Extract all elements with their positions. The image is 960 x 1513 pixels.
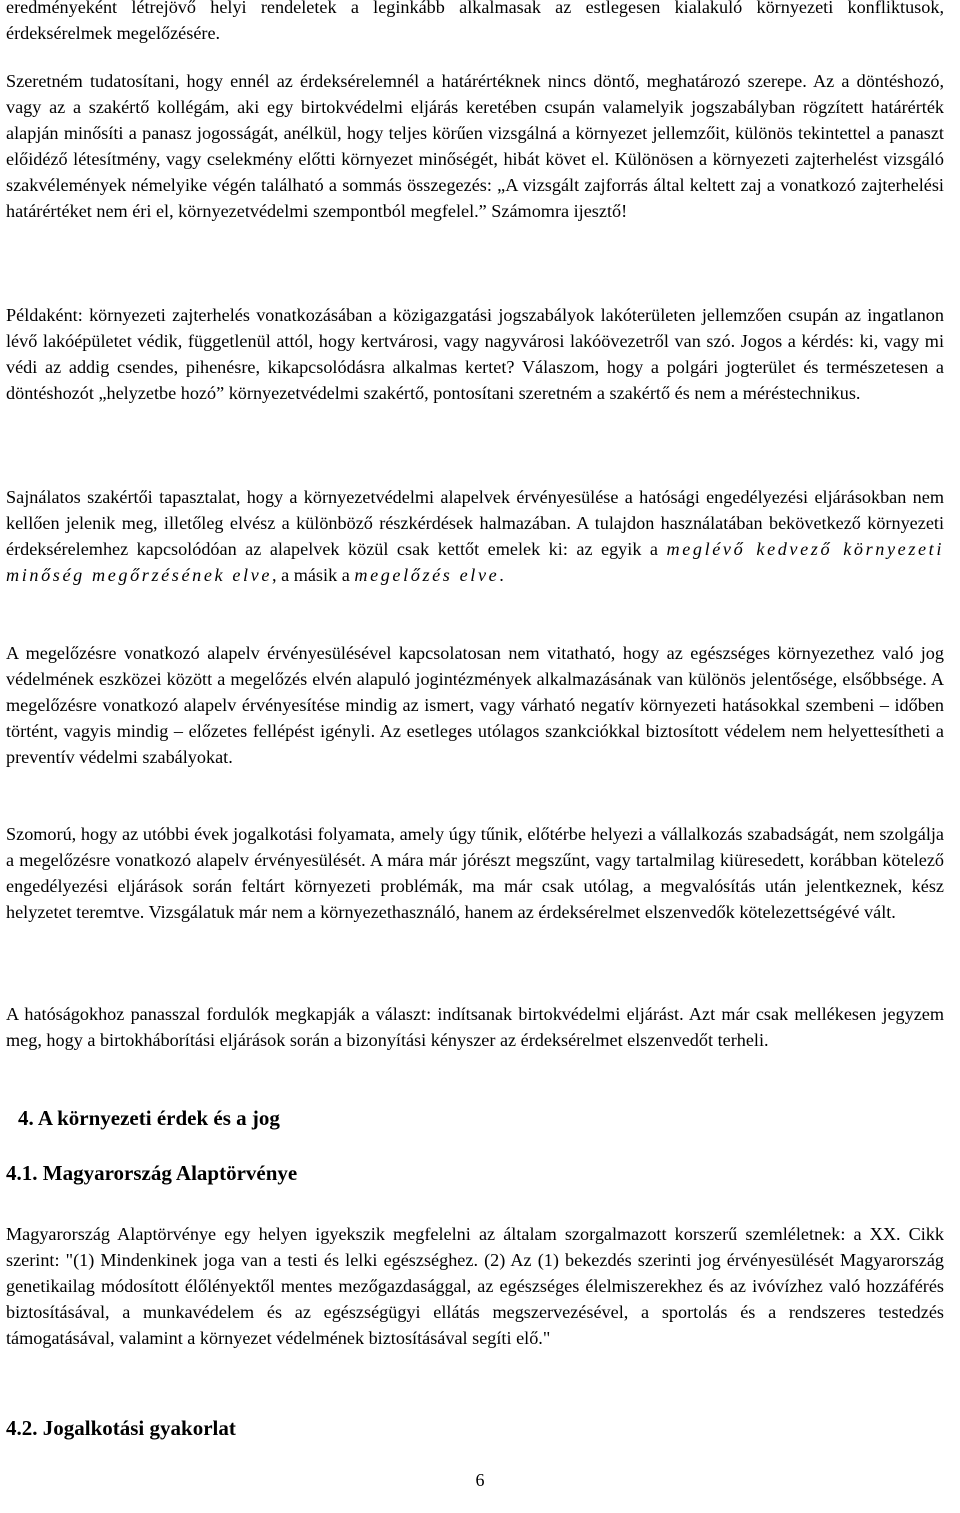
page-number: 6 bbox=[475, 1470, 485, 1490]
paragraph-3: Példaként: környezeti zajterhelés vonatkozásában a közigazgatási jogszabályok lakóterületen jellemzően csupán az ingatlanon lévő lakóépületet védik, függetlenül attól, hogy kertvárosi, vagy nagyvárosi lakóövezetről van szó. Jogos a kérdés: ki, vagy mi védi az addig csendes, pihenésre, kikapcsolódásra alkalmas kertet? Válaszom, hogy a polgári jogterület és természetesen a döntéshozót „helyzetbe hozó” környezetvédelmi szakértő, pontosítani szeretném a szakértő és nem a méréstechnikus. bbox=[6, 305, 944, 404]
paragraph-4-mid: , a másik a bbox=[272, 565, 355, 586]
paragraph-7: A hatóságokhoz panasszal fordulók megkapják a választ: indítsanak birtokvédelmi eljárást. Azt már csak mellékesen jegyzem meg, hogy a birtokháborítási eljárások során a bizonyítási kényszer az érdeksérelmet elszenvedőt terheli. bbox=[6, 1004, 944, 1051]
paragraph-4-end: . bbox=[499, 565, 504, 586]
paragraph-8: Magyarország Alaptörvénye egy helyen igyekszik megfelelni az általam szorgalmazott korszerű szemléletnek: a XX. Cikk szerint: "(1) Mindenkinek joga van a testi és lelki egészséghez. (2) Az (1) bekezdés szerinti jog érvényesülését Magyarország genetikailag módosított élőlényektől mentes mezőgazdasággal, az egészséges élelmiszerekhez és az ivóvízhez való hozzáférés biztosításával, a munkavédelem és az egészségügyi ellátás megszervezésével, a sportolás és a rendszeres testedzés támogatásával, valamint a környezet védelmének biztosításával segíti elő." bbox=[6, 1224, 944, 1349]
section-heading-4: 4. A környezeti érdek és a jog bbox=[18, 1106, 280, 1130]
section-heading-4-1: 4.1. Magyarország Alaptörvénye bbox=[6, 1161, 298, 1185]
paragraph-1: eredményeként létrejövő helyi rendeletek a leginkább alkalmasak az estlegesen kialakuló környezeti konfliktusok, érdeksérelmek megelőzésére. bbox=[6, 0, 944, 44]
emphasis-principle-2: megelőzés elve bbox=[354, 565, 500, 586]
paragraph-6: Szomorú, hogy az utóbbi évek jogalkotási folyamata, amely úgy tűnik, előtérbe helyezi a vállalkozás szabadságát, nem szolgálja a megelőzésre vonatkozó alapelv érvényesülését. A mára már jórészt megszűnt, vagy tartalmilag kiüresedett, korábban kötelező engedélyezési eljárások során feltárt környezeti problémák, ma már csak utólag, a megvalósítás után jelentkeznek, kész helyzetet teremtve. Vizsgálatuk már nem a környezethasználó, hanem az érdeksérelmet elszenvedők kötelezettségévé vált. bbox=[6, 824, 944, 923]
paragraph-4 bbox=[6, 484, 944, 588]
section-heading-4-2: 4.2. Jogalkotási gyakorlat bbox=[6, 1416, 236, 1440]
paragraph-5: A megelőzésre vonatkozó alapelv érvényesülésével kapcsolatosan nem vitatható, hogy az egészséges környezethez való jog védelmének eszközei között a megelőzés elvén alapuló jogintézmények alkalmazásának van különös jelentősége, elsőbbsége. A megelőzésre vonatkozó alapelv érvényesítése mindig az ismert, vagy várható negatív környezeti hatásokkal szembeni – időben történt, vagyis mindig – előzetes fellépést igényli. Az esetleges utólagos szankciókkal biztosított védelem nem helyettesítheti a preventív védelmi szabályokat. bbox=[6, 643, 944, 768]
emphasis-principle-1: meglévő kedvező környezeti minőség megőrzésének elve bbox=[6, 539, 944, 586]
paragraph-2: Szeretném tudatosítani, hogy ennél az érdeksérelemnél a határértéknek nincs döntő, meghatározó szerepe. Az a döntéshozó, vagy az a szakértő kollégám, aki egy birtokvédelmi eljárás keretében csupán valamelyik jogszabályban rögzített határérték alapján minősíti a panasz jogosságát, anélkül, hogy teljes körűen vizsgálná a környezet jellemzőit, különös tekintettel a panaszt előidéző létesítmény, vagy cselekmény előtti környezet minőségét, hibát követ el. Különösen a környezeti zajterhelést vizsgáló szakvélemények némelyike végén található a sommás összegezés: „A vizsgált zajforrás által keltett zaj a vonatkozó zajterhelési határértéket nem éri el, környezetvédelmi szempontból megfelel.” Számomra ijesztő! bbox=[6, 71, 944, 222]
paragraph-4-start: Sajnálatos szakértői tapasztalat, hogy a környezetvédelmi alapelvek érvényesülése a hatósági engedélyezési eljárásokban nem kellően jelenik meg, illetőleg elvész a különböző részkérdések halmazában. A tulajdon használatában bekövetkező környezeti érdeksérelemhez kapcsolódóan az alapelvek közül csak kettőt emelek ki: az egyik a bbox=[6, 487, 944, 560]
